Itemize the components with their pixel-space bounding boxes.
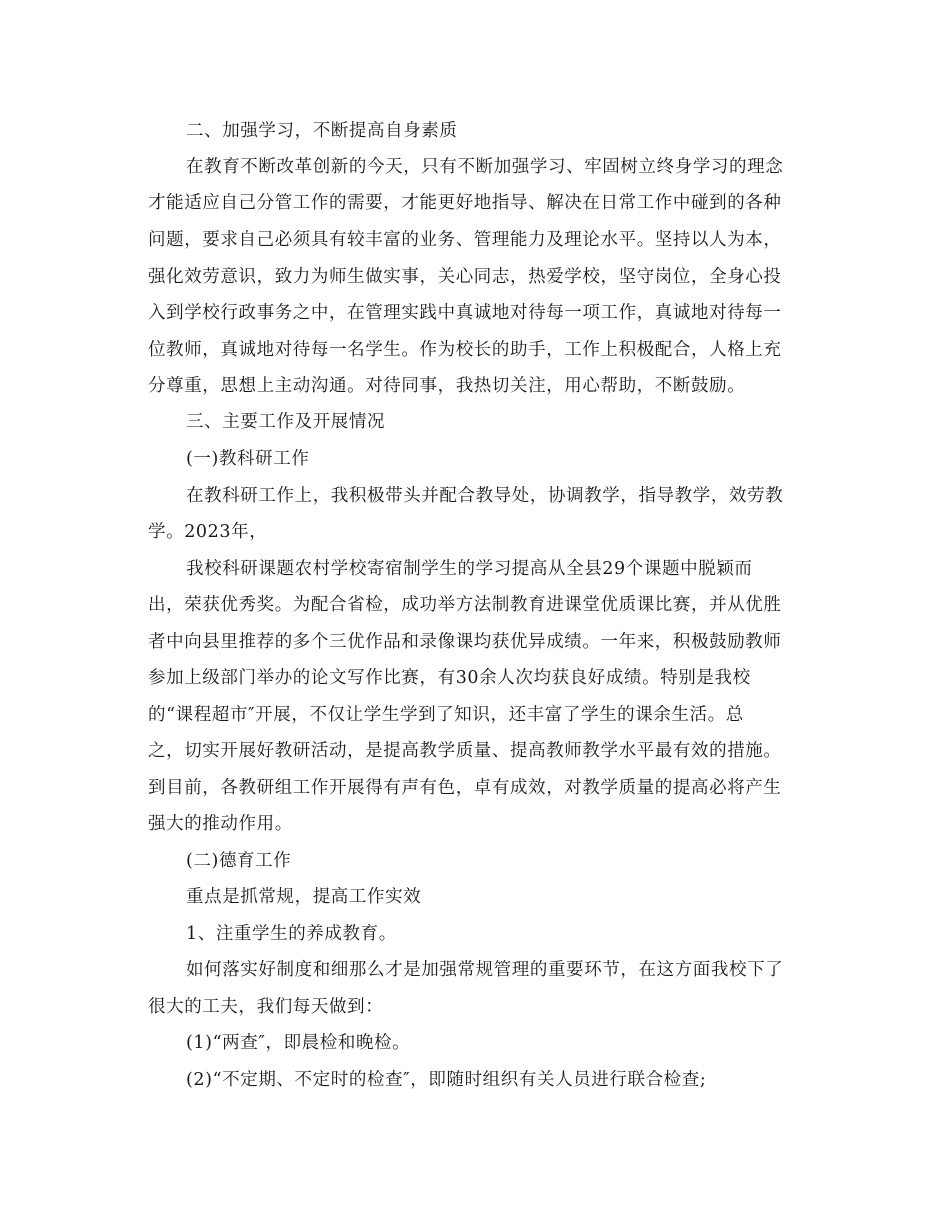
subsection-heading-1: (一)教科研工作 <box>186 449 310 469</box>
paragraph-line: 之，切实开展好教研活动，是提高教学质量、提高教师教学水平最有效的措施。 <box>148 741 782 761</box>
paragraph-line: 问题，要求自己必须具有较丰富的业务、管理能力及理论水平。坚持以人为本， <box>148 230 782 250</box>
section-heading-3: 三、主要工作及开展情况 <box>186 412 386 432</box>
paragraph-line: 分尊重，思想上主动沟通。对待同事，我热切关注，用心帮助，不断鼓励。 <box>148 376 746 396</box>
paragraph-line: 在教科研工作上，我积极带头并配合教导处，协调教学，指导教学，效劳教 <box>186 486 784 506</box>
section-heading-2: 二、加强学习，不断提高自身素质 <box>186 121 458 141</box>
paragraph-line: 强大的推动作用。 <box>148 814 293 834</box>
paragraph-line: 我校科研课题农村学校寄宿制学生的学习提高从全县29个课题中脱颖而 <box>186 559 753 579</box>
paragraph-line: 到目前，各教研组工作开展得有声有色，卓有成效，对教学质量的提高必将产生 <box>148 778 782 798</box>
paragraph-line: 如何落实好制度和细那么才是加强常规管理的重要环节，在这方面我校下了 <box>186 960 784 980</box>
list-item-heading: 1、注重学生的养成教育。 <box>186 924 397 944</box>
list-item: (1)“两查″，即晨检和晚检。 <box>186 1033 411 1053</box>
paragraph-line: 重点是抓常规，提高工作实效 <box>186 887 422 907</box>
paragraph-line: 入到学校行政事务之中，在管理实践中真诚地对待每一项工作，真诚地对待每一 <box>148 303 782 323</box>
paragraph-line: 强化效劳意识，致力为师生做实事，关心同志，热爱学校，坚守岗位，全身心投 <box>148 267 782 287</box>
paragraph-line: 才能适应自己分管工作的需要，才能更好地指导、解决在日常工作中碰到的各种 <box>148 193 782 213</box>
paragraph-line: 参加上级部门举办的论文写作比赛，有30余人次均获良好成绩。特别是我校 <box>148 668 751 688</box>
paragraph-line: 很大的工夫，我们每天做到： <box>148 997 384 1017</box>
subsection-heading-2: (二)德育工作 <box>186 851 292 871</box>
paragraph-line: 学。2023年， <box>148 522 268 542</box>
paragraph-line: 的“课程超市″开展，不仅让学生学到了知识，还丰富了学生的课余生活。总 <box>148 705 744 725</box>
paragraph-line: 出，荣获优秀奖。为配合省检，成功举方法制教育进课堂优质课比赛，并从优胜 <box>148 595 782 615</box>
paragraph-line: 在教育不断改革创新的今天，只有不断加强学习、牢固树立终身学习的理念 <box>186 157 784 177</box>
list-item: (2)“不定期、不定时的检查″，即随时组织有关人员进行联合检查; <box>186 1070 707 1090</box>
paragraph-line: 位教师，真诚地对待每一名学生。作为校长的助手，工作上积极配合，人格上充 <box>148 340 782 360</box>
paragraph-line: 者中向县里推荐的多个三优作品和录像课均获优异成绩。一年来，积极鼓励教师 <box>148 632 782 652</box>
